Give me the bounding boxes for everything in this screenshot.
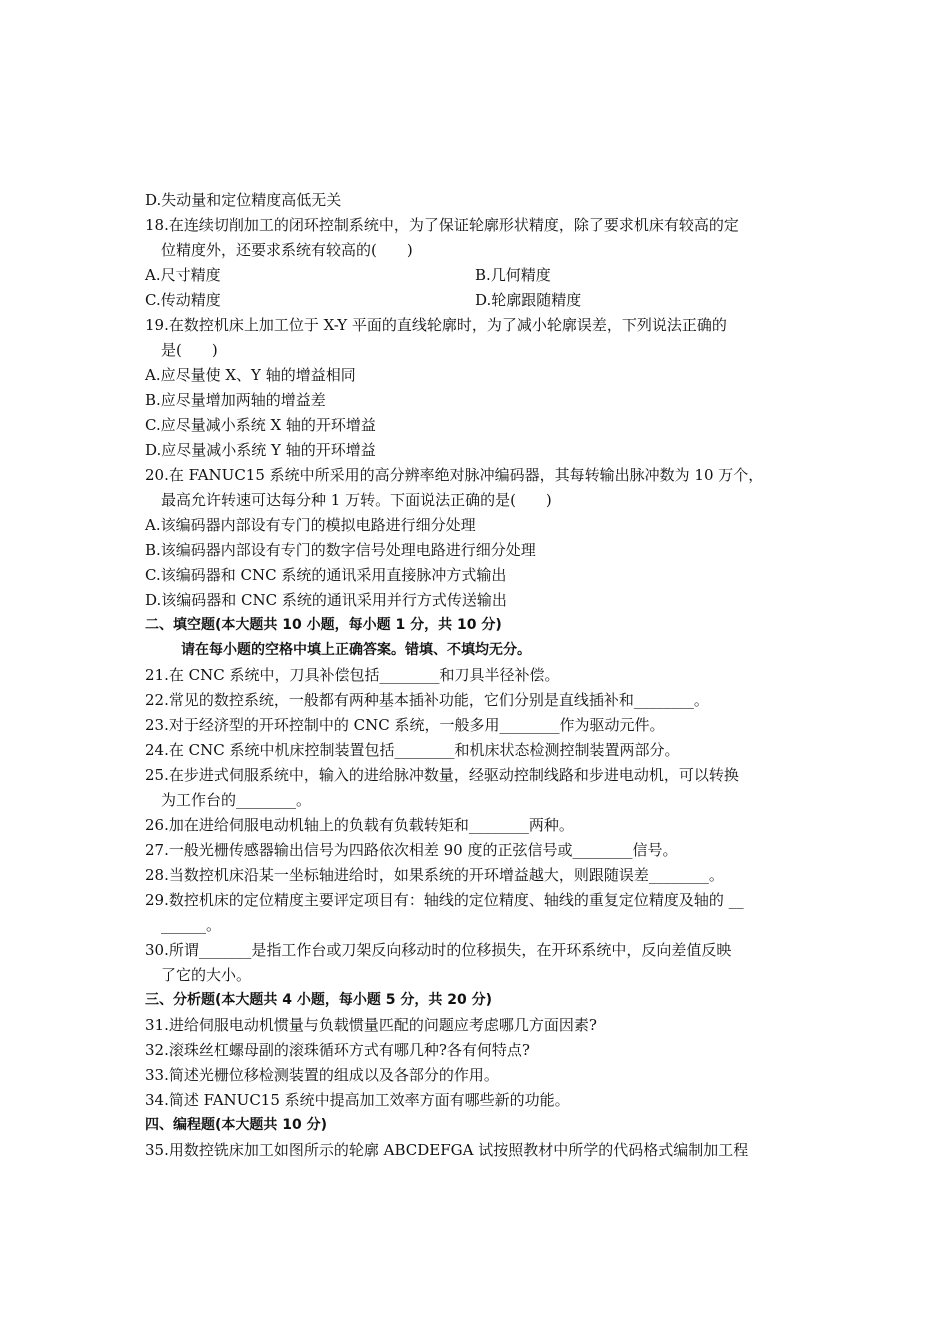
section-3-heading: 三、分析题(本大题共 4 小题，每小题 5 分，共 20 分) xyxy=(145,992,493,1008)
q35: 35.用数控铣床加工如图所示的轮廓 ABCDEFGA 试按照教材中所学的代码格式编制加工程 xyxy=(145,1141,749,1159)
q20-stem-cont: 最高允许转速可达每分种 1 万转。下面说法正确的是( ) xyxy=(161,491,552,509)
q18-stem-cont: 位精度外，还要求系统有较高的( ) xyxy=(161,241,413,259)
q24: 24.在 CNC 系统中机床控制装置包括________和机床状态检测控制装置两部分。 xyxy=(145,741,680,759)
q20-option-a: A.该编码器内部设有专门的模拟电路进行细分处理 xyxy=(145,516,476,534)
q26: 26.加在进给伺服电动机轴上的负载有负载转矩和________两种。 xyxy=(145,816,574,834)
q20-option-c: C.该编码器和 CNC 系统的通讯采用直接脉冲方式输出 xyxy=(145,566,507,584)
q17-option-d: D.失动量和定位精度高低无关 xyxy=(145,191,342,209)
q18-options-cd xyxy=(145,288,807,313)
q19-option-d: D.应尽量减小系统 Y 轴的开环增益 xyxy=(145,441,376,459)
q32: 32.滚珠丝杠螺母副的滚珠循环方式有哪几种?各有何特点? xyxy=(145,1041,530,1059)
section-2-instructions: 请在每小题的空格中填上正确答案。错填、不填均无分。 xyxy=(181,642,531,658)
q34: 34.简述 FANUC15 系统中提高加工效率方面有哪些新的功能。 xyxy=(145,1091,570,1109)
q28: 28.当数控机床沿某一坐标轴进给时，如果系统的开环增益越大，则跟随误差________。 xyxy=(145,866,724,884)
q19-option-c: C.应尽量减小系统 X 轴的开环增益 xyxy=(145,416,376,434)
q18-option-b: B.几何精度 xyxy=(475,266,551,284)
q18-option-d: D.轮廓跟随精度 xyxy=(475,291,582,309)
section-2-heading: 二、填空题(本大题共 10 小题，每小题 1 分，共 10 分) xyxy=(145,617,502,633)
q18-stem: 18.在连续切削加工的闭环控制系统中，为了保证轮廓形状精度，除了要求机床有较高的定 xyxy=(145,216,739,234)
q20-stem: 20.在 FANUC15 系统中所采用的高分辨率绝对脉冲编码器，其每转输出脉冲数为 10 万个， xyxy=(145,466,764,484)
q18-option-a: A.尺寸精度 xyxy=(145,266,221,284)
q22: 22.常见的数控系统，一般都有两种基本插补功能，它们分别是直线插补和________。 xyxy=(145,691,709,709)
q31: 31.进给伺服电动机惯量与负载惯量匹配的问题应考虑哪几方面因素? xyxy=(145,1016,597,1034)
q18-options-ab xyxy=(145,263,807,288)
q19-stem-cont: 是( ) xyxy=(161,341,218,359)
q19-option-a: A.应尽量使 X、Y 轴的增益相同 xyxy=(145,366,356,384)
q33: 33.简述光栅位移检测装置的组成以及各部分的作用。 xyxy=(145,1066,499,1084)
q19-option-b: B.应尽量增加两轴的增益差 xyxy=(145,391,326,409)
q19-stem: 19.在数控机床上加工位于 X-Y 平面的直线轮廓时，为了减小轮廓误差，下列说法正确的 xyxy=(145,316,727,334)
q29-cont: ______。 xyxy=(161,916,222,934)
q27: 27.一般光栅传感器输出信号为四路依次相差 90 度的正弦信号或________信号。 xyxy=(145,841,678,859)
q23: 23.对于经济型的开环控制中的 CNC 系统，一般多用________作为驱动元件。 xyxy=(145,716,665,734)
q18-option-c: C.传动精度 xyxy=(145,291,221,309)
exam-content xyxy=(145,188,807,1163)
q20-option-b: B.该编码器内部设有专门的数字信号处理电路进行细分处理 xyxy=(145,541,536,559)
q25-cont: 为工作台的________。 xyxy=(161,791,312,809)
section-4-heading: 四、编程题(本大题共 10 分) xyxy=(145,1117,328,1133)
q21: 21.在 CNC 系统中，刀具补偿包括________和刀具半径补偿。 xyxy=(145,666,560,684)
q25: 25.在步进式伺服系统中，输入的进给脉冲数量，经驱动控制线路和步进电动机，可以转换 xyxy=(145,766,739,784)
q20-option-d: D.该编码器和 CNC 系统的通讯采用并行方式传送输出 xyxy=(145,591,507,609)
q29: 29.数控机床的定位精度主要评定项目有：轴线的定位精度、轴线的重复定位精度及轴的 __ xyxy=(145,891,744,909)
q30: 30.所谓_______是指工作台或刀架反向移动时的位移损失，在开环系统中，反向差值反映 xyxy=(145,941,732,959)
q30-cont: 了它的大小。 xyxy=(161,966,252,984)
